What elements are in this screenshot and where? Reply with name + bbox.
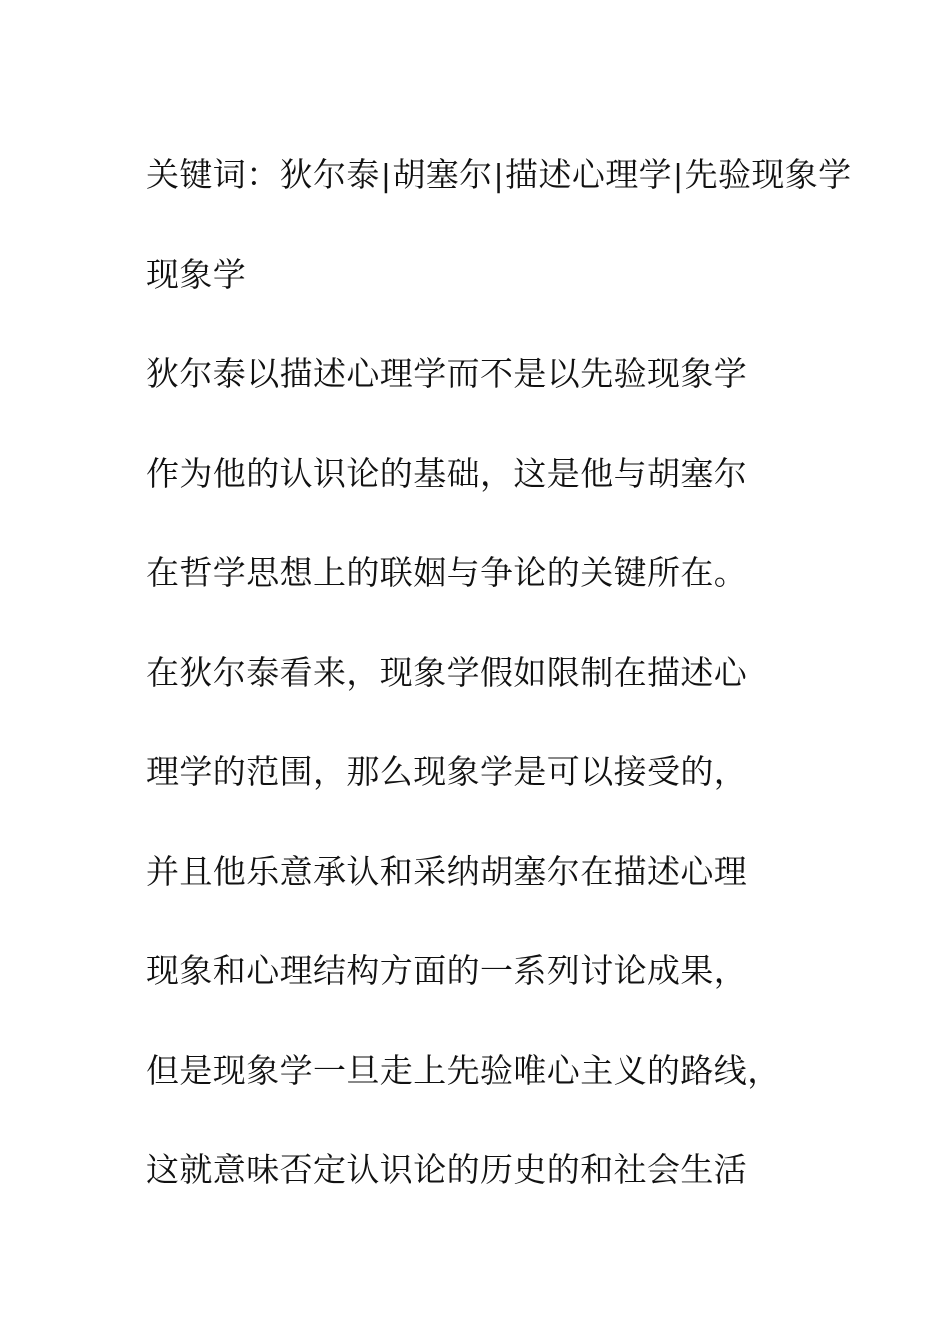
text-line: 并且他乐意承认和采纳胡塞尔在描述心理	[146, 851, 748, 891]
text-line: 但是现象学一旦走上先验唯心主义的路线，	[146, 1050, 781, 1090]
keyword-separator: |	[493, 159, 505, 194]
body-text	[146, 125, 852, 1220]
text-line: 现象学	[146, 254, 247, 294]
keyword-item: 胡塞尔	[392, 155, 493, 194]
keyword-item: 描述心理学	[505, 155, 673, 194]
keyword-item: 狄尔泰	[279, 155, 380, 194]
text-line: 这就意味否定认识论的历史的和社会生活	[146, 1150, 748, 1189]
text-line: 现象和心理结构方面的一系列讨论成果，	[146, 951, 748, 990]
keywords-label: 关键词：	[146, 155, 280, 194]
text-line: 狄尔泰以描述心理学而不是以先验现象学	[146, 354, 748, 393]
keywords-line	[146, 125, 852, 225]
keyword-separator: |	[380, 159, 392, 194]
text-line: 理学的范围，那么现象学是可以接受的，	[146, 752, 748, 791]
text-line: 作为他的认识论的基础，这是他与胡塞尔	[146, 453, 748, 493]
keyword-separator: |	[673, 159, 684, 194]
text-line: 在狄尔泰看来，现象学假如限制在描述心	[146, 652, 748, 692]
text-line: 在哲学思想上的联姻与争论的关键所在。	[146, 553, 748, 592]
keyword-item: 先验现象学	[684, 155, 852, 194]
